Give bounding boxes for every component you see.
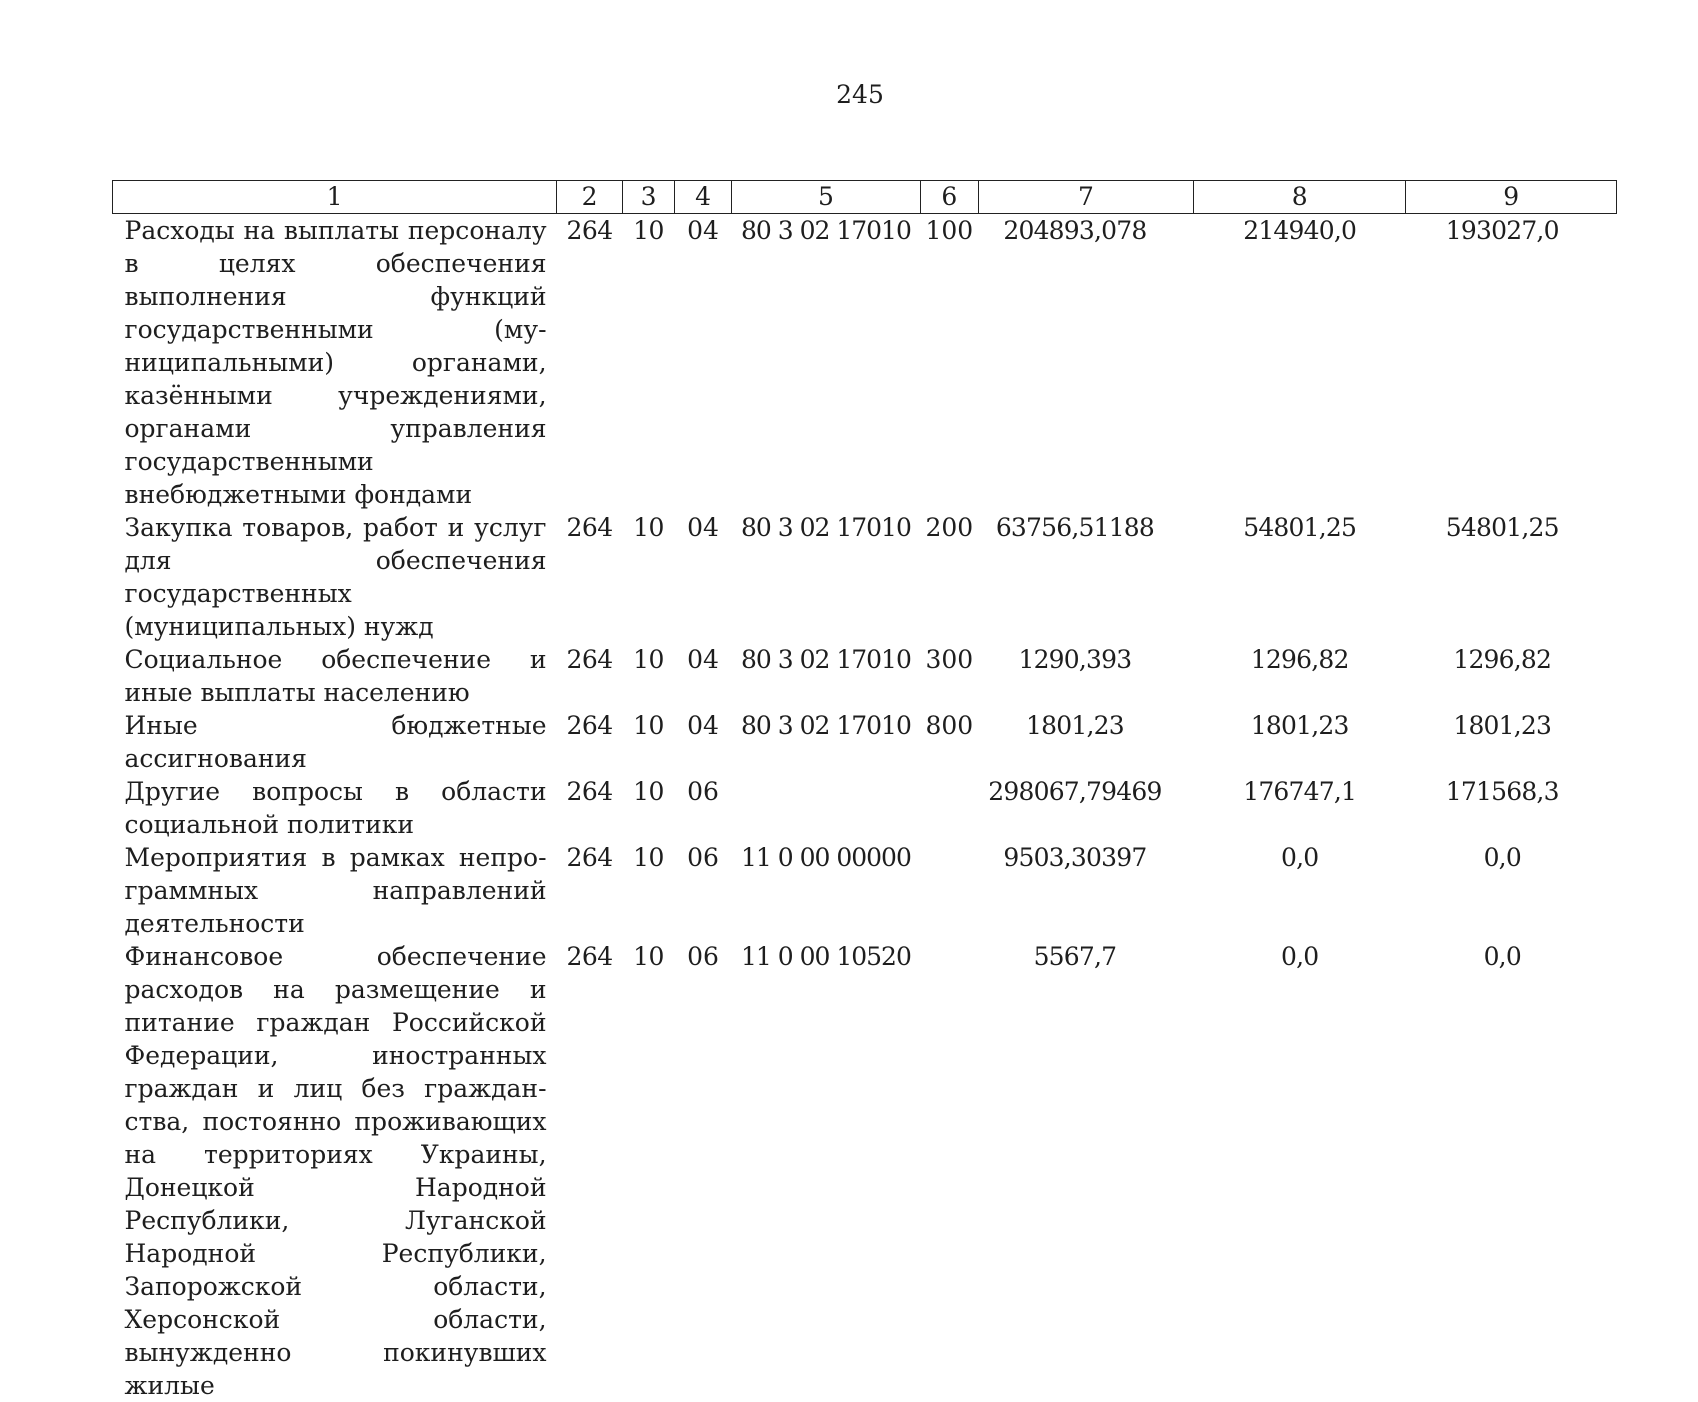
code-section: 10 bbox=[633, 216, 664, 245]
code-section: 10 bbox=[633, 645, 664, 674]
code-expense-type: 800 bbox=[925, 711, 974, 740]
code-subsection: 06 bbox=[687, 777, 719, 806]
code-target-article: 80 3 02 17010 bbox=[740, 645, 911, 674]
table-row bbox=[113, 643, 1617, 709]
code-target-article: 80 3 02 17010 bbox=[740, 216, 911, 245]
code-target-article bbox=[732, 775, 920, 841]
row-description: Финансовое обеспечение расходов на размещение и питание граждан Российской Федерации, иностранных граждан и лиц без гражданства, постоянно проживающих на территориях Украины, Донецкой Народной Республики, Луганской Народной Республики, Запорожской области, Херсонской области, вынужденно покинувших жилые bbox=[124, 942, 547, 1400]
code-subsection: 04 bbox=[687, 645, 719, 674]
code-section: 10 bbox=[633, 711, 664, 740]
amount-col7: 1290,393 bbox=[1018, 645, 1132, 674]
code-ministry: 264 bbox=[566, 513, 613, 542]
amount-col7: 63756,51188 bbox=[995, 513, 1155, 542]
amount-col8: 1296,82 bbox=[1250, 645, 1349, 674]
code-target-article: 11 0 00 10520 bbox=[740, 942, 911, 971]
column-header: 8 bbox=[1193, 181, 1406, 214]
row-description: Закупка товаров, работ и услуг для обеспечения государственных (муниципальных) нужд bbox=[124, 513, 547, 641]
amount-col8: 54801,25 bbox=[1243, 513, 1357, 542]
code-expense-type bbox=[920, 841, 978, 940]
amount-col8: 0,0 bbox=[1280, 942, 1319, 971]
row-description: Другие вопросы в области социальной политики bbox=[124, 777, 547, 839]
code-target-article: 80 3 02 17010 bbox=[740, 711, 911, 740]
code-ministry: 264 bbox=[566, 216, 613, 245]
amount-col7: 9503,30397 bbox=[1003, 843, 1147, 872]
table-row bbox=[113, 511, 1617, 643]
code-ministry: 264 bbox=[566, 942, 613, 971]
code-subsection: 06 bbox=[687, 942, 719, 971]
table-row bbox=[113, 775, 1617, 841]
amount-col7: 1801,23 bbox=[1026, 711, 1124, 740]
code-expense-type: 300 bbox=[925, 645, 974, 674]
row-description: Иные бюджетные ассигнования bbox=[124, 711, 547, 773]
budget-table bbox=[112, 180, 1617, 1402]
code-section: 10 bbox=[633, 942, 664, 971]
amount-col9: 1296,82 bbox=[1453, 645, 1552, 674]
code-ministry: 264 bbox=[566, 645, 613, 674]
table-row bbox=[113, 214, 1617, 512]
page-number: 245 bbox=[836, 80, 884, 109]
code-section: 10 bbox=[633, 513, 664, 542]
row-description: Расходы на выплаты персоналу в целях обеспечения выполнения функций государственными (муниципальными) органами, казёнными учреждениями, органами управления государственными внебюджетными фондами bbox=[124, 216, 547, 509]
column-header: 2 bbox=[557, 181, 623, 214]
code-ministry: 264 bbox=[566, 777, 613, 806]
amount-col8: 1801,23 bbox=[1250, 711, 1349, 740]
amount-col8: 0,0 bbox=[1280, 843, 1319, 872]
code-expense-type bbox=[920, 775, 978, 841]
table-row bbox=[113, 841, 1617, 940]
row-description: Социальное обеспечение и иные выплаты населению bbox=[124, 645, 547, 707]
table-row bbox=[113, 940, 1617, 1402]
code-expense-type: 100 bbox=[925, 216, 974, 245]
code-subsection: 04 bbox=[687, 513, 719, 542]
code-subsection: 04 bbox=[687, 216, 719, 245]
amount-col7: 204893,078 bbox=[1003, 216, 1147, 245]
row-description: Мероприятия в рамках непрограммных направлений деятельности bbox=[124, 843, 547, 938]
table-row bbox=[113, 709, 1617, 775]
code-ministry: 264 bbox=[566, 843, 613, 872]
code-expense-type bbox=[920, 940, 978, 1402]
code-expense-type: 200 bbox=[925, 513, 974, 542]
amount-col8: 176747,1 bbox=[1243, 777, 1357, 806]
amount-col9: 171568,3 bbox=[1445, 777, 1559, 806]
code-subsection: 04 bbox=[687, 711, 719, 740]
code-subsection: 06 bbox=[687, 843, 719, 872]
column-header: 7 bbox=[979, 181, 1194, 214]
column-header: 6 bbox=[920, 181, 978, 214]
column-header: 9 bbox=[1406, 181, 1617, 214]
amount-col9: 0,0 bbox=[1483, 942, 1521, 971]
column-header: 4 bbox=[674, 181, 731, 214]
amount-col9: 1801,23 bbox=[1453, 711, 1552, 740]
amount-col8: 214940,0 bbox=[1243, 216, 1357, 245]
amount-col9: 193027,0 bbox=[1445, 216, 1559, 245]
code-target-article: 11 0 00 00000 bbox=[740, 843, 911, 872]
table-header-row bbox=[113, 181, 1617, 214]
code-section: 10 bbox=[633, 777, 664, 806]
amount-col9: 0,0 bbox=[1483, 843, 1521, 872]
amount-col7: 298067,79469 bbox=[988, 777, 1162, 806]
amount-col9: 54801,25 bbox=[1445, 513, 1559, 542]
code-section: 10 bbox=[633, 843, 664, 872]
column-header: 3 bbox=[623, 181, 675, 214]
code-target-article: 80 3 02 17010 bbox=[740, 513, 911, 542]
amount-col7: 5567,7 bbox=[1033, 942, 1117, 971]
code-ministry: 264 bbox=[566, 711, 613, 740]
column-header: 1 bbox=[113, 181, 557, 214]
column-header: 5 bbox=[732, 181, 920, 214]
